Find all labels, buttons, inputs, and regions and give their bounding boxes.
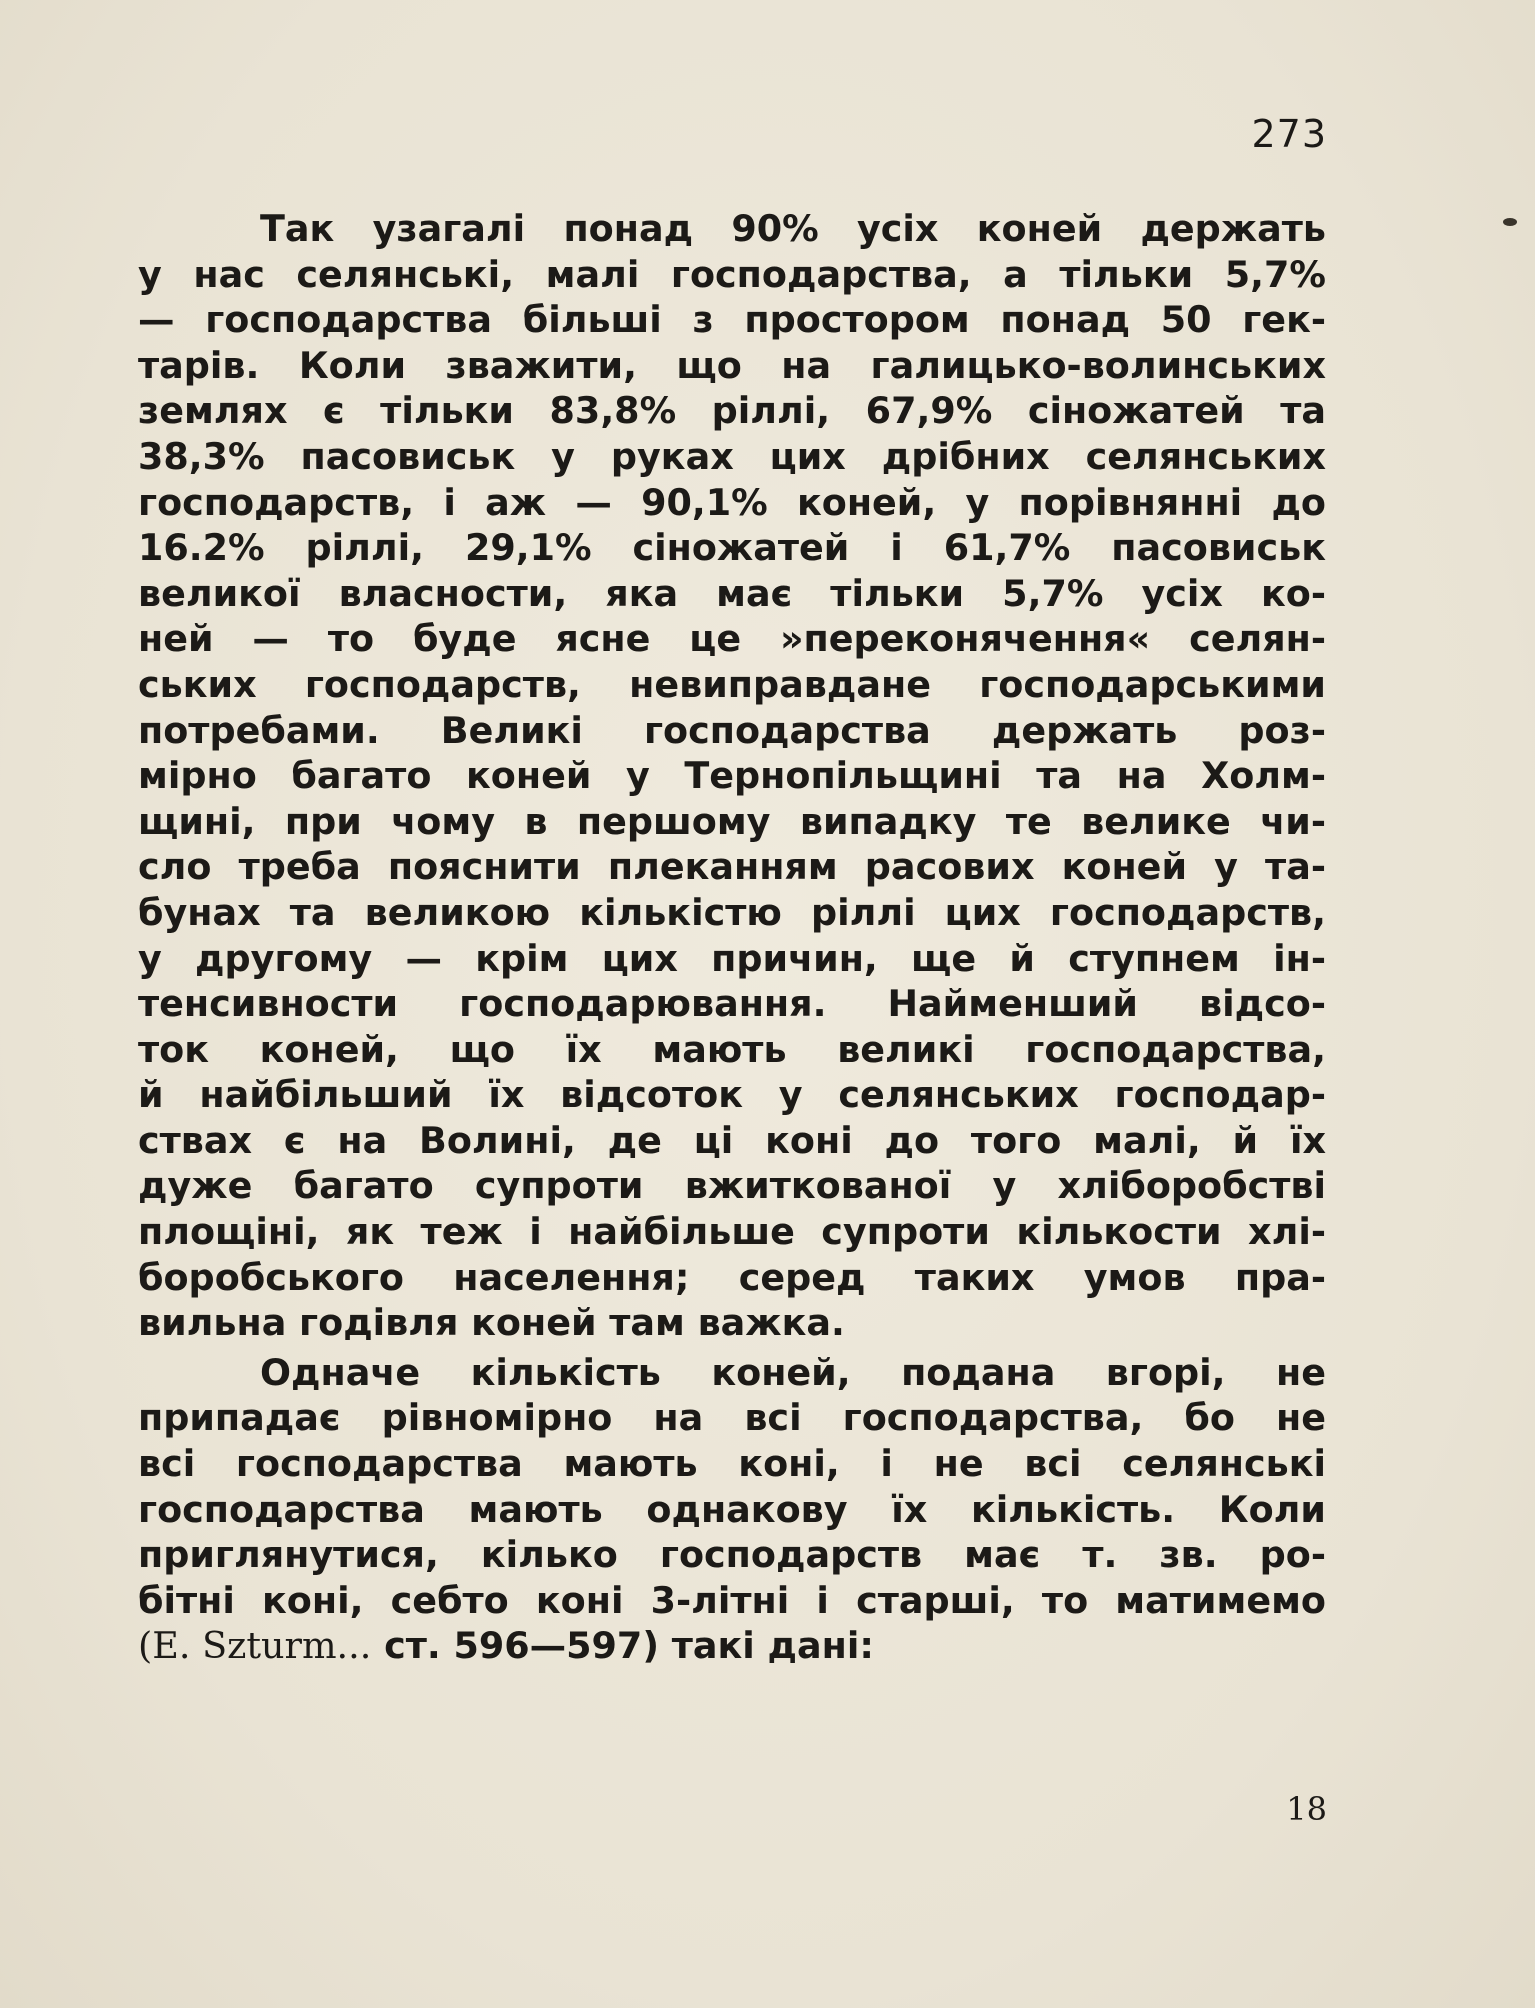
- paragraph-1: [138, 206, 1326, 1346]
- text-line: сло треба пояснити плеканням расових коней у та-: [138, 845, 1326, 889]
- text-line: [138, 1623, 1326, 1669]
- text-line: мірно багато коней у Тернопільщині та на Холм-: [138, 754, 1326, 798]
- text-line: 16.2% ріллі, 29,1% сіножатей і 61,7% пасовиськ: [138, 526, 1326, 570]
- text-line: приглянутися, кілько господарств має т. зв. ро-: [138, 1533, 1326, 1577]
- text-line: всі господарства мають коні, і не всі селянські: [138, 1442, 1326, 1486]
- text-line: ствах є на Волині, де ці коні до того малі, й їх: [138, 1118, 1326, 1162]
- text-line: у другому — крім цих причин, ще й ступнем ін-: [138, 936, 1326, 980]
- paragraph-2: [138, 1350, 1326, 1669]
- ink-speck: [1503, 218, 1517, 226]
- text-line: у нас селянські, малі господарства, а тільки 5,7%: [138, 252, 1326, 296]
- text-line: землях є тільки 83,8% ріллі, 67,9% сіножатей та: [138, 389, 1326, 433]
- citation-reference: (E. Szturm...: [138, 1624, 372, 1668]
- text-line: потребами. Великі господарства держать роз-: [138, 708, 1326, 752]
- text-line: бунах та великою кількістю ріллі цих господарств,: [138, 890, 1326, 934]
- text-line: ських господарств, невиправдане господарськими: [138, 662, 1326, 706]
- text-line: тарів. Коли зважити, що на галицько-волинських: [138, 343, 1326, 387]
- text-line: дуже багато супроти вжиткованої у хліборобстві: [138, 1164, 1326, 1208]
- text-line: ток коней, що їх мають великі господарства,: [138, 1027, 1326, 1071]
- text-line: 38,3% пасовиськ у руках цих дрібних селянських: [138, 434, 1326, 478]
- text-line: великої власности, яка має тільки 5,7% усіх ко-: [138, 571, 1326, 615]
- text-line: щині, при чому в першому випадку те велике чи-: [138, 799, 1326, 843]
- text-line: ней — то буде ясне це »переконячення« селян-: [138, 617, 1326, 661]
- text-line: Так узагалі понад 90% усіх коней держать: [260, 207, 1326, 250]
- text-line: боробського населення; серед таких умов пра-: [138, 1255, 1326, 1299]
- text-line: тенсивности господарювання. Найменший відсо-: [138, 982, 1326, 1026]
- text-line: вильна годівля коней там важка.: [138, 1301, 845, 1345]
- body-text: [138, 206, 1326, 1669]
- text-line: господарств, і аж — 90,1% коней, у порівнянні до: [138, 480, 1326, 524]
- text-line: площіні, як теж і найбільше супроти кількости хлі-: [138, 1210, 1326, 1254]
- text-line: бітні коні, себто коні 3-літні і старші, то матимемо: [138, 1578, 1326, 1622]
- text-line: припадає рівномірно на всі господарства, бо не: [138, 1396, 1326, 1440]
- page-number: 273: [1251, 112, 1327, 156]
- citation-rest: ст. 596—597) такі дані:: [371, 1624, 874, 1668]
- signature-mark: 18: [1286, 1790, 1327, 1828]
- text-line: господарства мають однакову їх кількість. Коли: [138, 1487, 1326, 1531]
- text-line: Одначе кількість коней, подана вгорі, не: [260, 1350, 1326, 1394]
- text-line: й найбільший їх відсоток у селянських господар-: [138, 1073, 1326, 1117]
- text-line: — господарства більші з простором понад 50 гек-: [138, 298, 1326, 342]
